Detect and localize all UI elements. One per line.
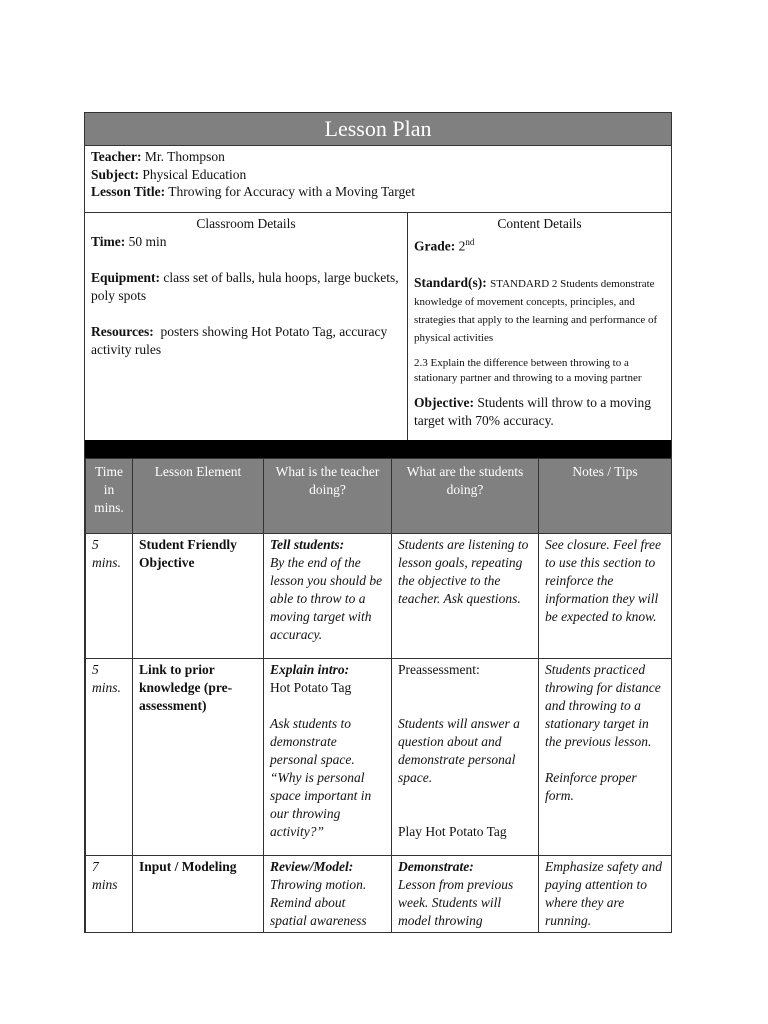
teacher-line [91, 148, 665, 166]
row-element: Link to prior knowledge (pre-assessment) [133, 659, 264, 856]
table-header-row [86, 459, 672, 534]
table-row [86, 534, 672, 659]
teacher-heading: Review/Model: [270, 859, 354, 874]
row-element: Input / Modeling [133, 856, 264, 933]
row-element: Student Friendly Objective [133, 534, 264, 659]
teacher-label: Teacher: [91, 149, 142, 164]
table-row [86, 659, 672, 856]
row-time: 5 mins. [86, 659, 133, 856]
lesson-elements-table [85, 458, 672, 933]
teacher-text: By the end of the lesson you should be able to throw to a moving target with accuracy. [270, 555, 383, 642]
lesson-info [85, 146, 671, 213]
subject-label: Subject: [91, 166, 139, 182]
grade-label: Grade: [414, 238, 456, 254]
standards-line [414, 274, 665, 346]
teacher-text: Ask students to demonstrate personal space. “Why is personal space important in our throwing activity?” [270, 716, 372, 839]
time-value: 50 min [128, 234, 167, 249]
students-text: Lesson from previous week. Students will model throwing [398, 877, 514, 928]
teacher-value: Mr. Thompson [144, 149, 225, 164]
classroom-details-heading: Classroom Details [196, 216, 296, 231]
header-notes: Notes / Tips [539, 459, 672, 534]
teacher-text: Hot Potato Tag [270, 680, 352, 695]
students-text: Preassessment: [398, 662, 480, 677]
objective-line [414, 394, 665, 430]
teacher-text: Throwing motion. Remind about spatial awareness [270, 877, 367, 928]
objective-label: Objective: [414, 394, 474, 410]
row-notes: Emphasize safety and paying attention to where they are running. [539, 856, 672, 933]
header-teacher: What is the teacher doing? [264, 459, 392, 534]
students-text: Students will answer a question about and demonstrate personal space. [398, 716, 520, 785]
classroom-details [85, 213, 408, 440]
page-title: Lesson Plan [85, 113, 671, 146]
resources-line [91, 323, 401, 359]
subject-line [91, 166, 665, 184]
standard-2: 2.3 Explain the difference between throwing to a stationary partner and throwing to a moving partner [414, 356, 642, 384]
row-students: Students are listening to lesson goals, repeating the objective to the teacher. Ask questions. [392, 534, 539, 659]
notes-text: Students practiced throwing for distance and throwing to a stationary target in the previous lesson. [545, 662, 661, 749]
teacher-heading: Tell students: [270, 537, 345, 552]
header-students: What are the students doing? [392, 459, 539, 534]
students-heading: Demonstrate: [398, 859, 474, 874]
row-time: 5 mins. [86, 534, 133, 659]
section-divider [85, 440, 671, 458]
teacher-heading: Explain intro: [270, 662, 350, 677]
row-time: 7 mins [86, 856, 133, 933]
header-lesson-element: Lesson Element [133, 459, 264, 534]
standard-1: STANDARD 2 Students demonstrate knowledge of movement concepts, principles, and strategies that apply to the learning and performance of physical activities [414, 277, 658, 344]
objective-value: Students will throw to a moving target with 70% accuracy. [414, 394, 651, 428]
table-row [86, 856, 672, 933]
equipment-label: Equipment: [91, 270, 161, 285]
equipment-value: class set of balls, hula hoops, large buckets, poly spots [91, 270, 399, 303]
lesson-title-value: Throwing for Accuracy with a Moving Target [168, 184, 416, 199]
resources-value: posters showing Hot Potato Tag, accuracy activity rules [91, 324, 388, 357]
grade-suffix: nd [465, 237, 475, 247]
row-teacher [264, 659, 392, 856]
lesson-plan-frame [84, 112, 672, 933]
time-label: Time: [91, 234, 126, 249]
grade-line [414, 233, 665, 256]
grade-value: 2 [458, 238, 466, 254]
header-time: Time in mins. [86, 459, 133, 534]
content-details-heading: Content Details [497, 216, 582, 231]
row-notes: See closure. Feel free to use this section to reinforce the information they will be expected to know. [539, 534, 672, 659]
notes-text: Reinforce proper form. [545, 770, 637, 803]
equipment-line [91, 269, 401, 305]
time-line [91, 233, 401, 251]
content-details [408, 213, 671, 440]
lesson-title-line [91, 183, 665, 201]
students-text: Play Hot Potato Tag [398, 824, 507, 839]
row-students [392, 856, 539, 933]
row-teacher [264, 856, 392, 933]
lesson-title-label: Lesson Title: [91, 184, 166, 199]
details-section [85, 213, 671, 440]
row-students [392, 659, 539, 856]
standards-label: Standard(s): [414, 274, 487, 290]
resources-label: Resources: [91, 324, 154, 339]
row-notes [539, 659, 672, 856]
subject-value: Physical Education [142, 166, 247, 182]
row-teacher [264, 534, 392, 659]
